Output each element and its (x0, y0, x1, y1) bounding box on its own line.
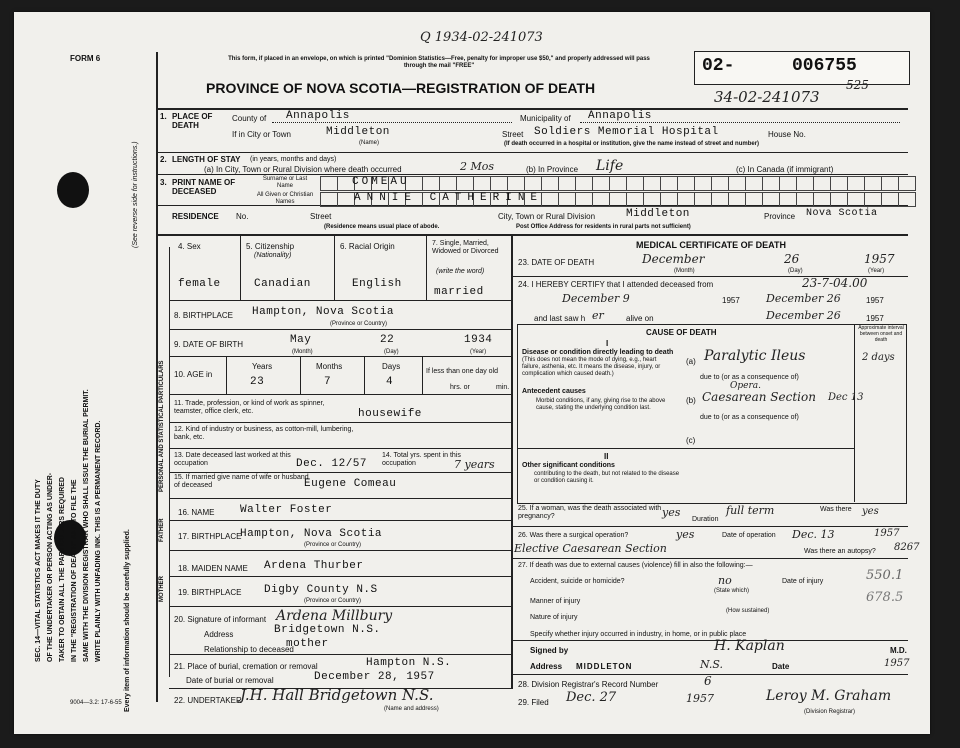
last-worked-value: Dec. 12/57 (296, 458, 368, 470)
surname-label: Surname or Last Name (262, 176, 308, 189)
stay-sub: (in years, months and days) (250, 156, 337, 163)
mother-birthplace-value: Digby County N.S (264, 584, 378, 596)
dob-month-cap: (Month) (292, 349, 313, 355)
physician-address-value: MIDDLETON (576, 662, 633, 671)
was-there-value: yes (862, 506, 879, 517)
hand-nums-2: 678.5 (866, 590, 904, 605)
last-saw-h: er (592, 309, 604, 322)
cause-b-tag: (b) (686, 396, 696, 405)
division-record-value: 6 (704, 674, 712, 688)
interval-b-value: Dec 13 (828, 392, 864, 403)
age-rule-1 (226, 356, 227, 394)
date-of-death-label: 23. DATE OF DEATH (518, 258, 595, 267)
physician-signature: H. Kaplan (714, 638, 785, 654)
rule-15 (169, 498, 511, 499)
father-name-value: Walter Foster (240, 504, 333, 516)
direct-sub: (This does not mean the mode of dying, e.g., heart failure, asthenia, etc. It means the disease, injury, or complication which caused death.) (522, 357, 661, 377)
rule-18 (169, 576, 511, 577)
father-birthplace-value: Hampton, Nova Scotia (240, 528, 383, 540)
registration-number: 006755 (792, 56, 857, 76)
racial-value: English (352, 278, 402, 290)
md-label: M.D. (890, 646, 907, 655)
physician-address-2: N.S. (700, 658, 724, 671)
rule-after-residence (156, 234, 908, 236)
pregnancy-label: 25. If a woman, was the death associated with pregnancy? (518, 505, 662, 520)
antecedent-label: Antecedent causes (522, 388, 586, 395)
undertaker-label: 22. UNDERTAKER (174, 696, 242, 705)
margin-instructions-6: WRITE PLAINLY WITH UNFADING INK. THIS IS A PERMANENT RECORD. (95, 420, 102, 662)
hospital-note: (If death occurred in a hospital or institution, give the name instead of street and number) (504, 141, 760, 147)
birthplace-label: 8. BIRTHPLACE (174, 311, 233, 320)
state-which: (State which) (714, 588, 750, 594)
dob-month: May (290, 334, 312, 346)
due-to-1: due to (or as a consequence of) (700, 374, 799, 381)
direct-label: Disease or condition directly leading to death (522, 349, 674, 356)
part-2-label: II (604, 452, 609, 461)
physician-date-value: 1957 (884, 658, 910, 669)
dob-label: 9. DATE OF BIRTH (174, 340, 244, 349)
accident-label: Accident, suicide or homicide? (530, 578, 625, 585)
sex-value: female (178, 278, 221, 290)
margin-instructions-2: OF THE UNDERTAKER OR PERSON ACTING AS UNDER- (47, 472, 54, 662)
op-name-value: Elective Caesarean Section (514, 542, 667, 555)
stay-c-label: (c) In Canada (if immigrant) (736, 165, 834, 174)
marital-label: 7. Single, Married, Widowed or Divorced (432, 240, 499, 255)
dob-day: 22 (380, 334, 395, 346)
father-birthplace-label: 17. BIRTHPLACE (178, 532, 242, 541)
surgery-label: 26. Was there a surgical operation? (518, 532, 629, 539)
rule-26 (511, 558, 908, 559)
nature-label: Nature of injury (530, 614, 578, 621)
col-rule-2 (334, 234, 335, 300)
physician-address-label: Address (530, 662, 563, 671)
op-year-value: 1957 (874, 528, 900, 539)
cause-a-tag: (a) (686, 357, 696, 366)
residence-no-label: No. (236, 212, 249, 221)
date-of-death-year: 1957 (864, 252, 895, 266)
age-label: 10. AGE in (174, 370, 213, 379)
certify-to: December 26 (766, 292, 841, 305)
mail-notice: This form, if placed in an envelope, on which is printed "Dominion Statistics—Free, penalty for improper use $50," and properly addressed will pass through the mail "FREE" (228, 56, 650, 69)
age-months: 7 (324, 376, 332, 388)
burial-date-label: Date of burial or removal (186, 676, 274, 685)
cause-c-tag: (c) (686, 436, 696, 445)
birthplace-value: Hampton, Nova Scotia (252, 306, 395, 318)
rule-13 (169, 472, 511, 473)
other-label: Other significant conditions (522, 462, 615, 469)
burial-date-value: December 28, 1957 (314, 671, 435, 683)
registration-prefix: 02- (702, 56, 735, 76)
years-label: Years (252, 362, 273, 371)
father-section-label: FATHER (159, 518, 165, 542)
hand-side-number: 8267 (894, 542, 920, 553)
spouse-label: 15. If married give name of wife or husband of deceased (174, 474, 309, 489)
industry-label: 12. Kind of industry or business, as cotton-mill, lumbering, bank, etc. (174, 426, 354, 441)
residence-note-1: (Residence means usual place of abode. (324, 224, 440, 230)
punch-hole-top (57, 172, 89, 208)
filed-value: Dec. 27 (566, 690, 617, 705)
mother-birthplace-sub: (Province or Country) (304, 598, 362, 604)
certify-year-1: 1957 (722, 296, 740, 305)
stay-number: 2. (160, 155, 167, 164)
county-value: Annapolis (286, 110, 350, 122)
margin-instructions-4: IN THE "REGISTRATION OF DEATH" AND TO FILE THE (71, 479, 78, 662)
alive-date: December 26 (766, 309, 841, 322)
min-label: min. (496, 384, 510, 391)
injury-date-label: Date of injury (782, 578, 824, 585)
medical-title: MEDICAL CERTIFICATE OF DEATH (636, 240, 786, 250)
sex-label: 4. Sex (178, 242, 201, 251)
place-number: 1. (160, 112, 167, 121)
specify-label: Specify whether injury occurred in industry, in home, or in public place (530, 631, 747, 638)
municipality-label: Municipality of (520, 114, 571, 123)
cause-a-value: Paralytic Ileus (704, 348, 806, 364)
personal-particulars-label: PERSONAL AND STATISTICAL PARTICULARS (159, 360, 165, 492)
street-value: Soldiers Memorial Hospital (534, 126, 719, 138)
residence-city-value: Middleton (626, 208, 690, 220)
rule-20 (169, 654, 511, 655)
rule-10 (169, 394, 511, 395)
municipality-value: Annapolis (588, 110, 652, 122)
alive-label: alive on (626, 314, 654, 323)
op-date-label: Date of operation (722, 532, 776, 539)
city-label: If in City or Town (232, 130, 291, 139)
trade-label: 11. Trade, profession, or kind of work as spinner, teamster, office clerk, etc. (174, 400, 325, 415)
name-label: PRINT NAME OF DECEASED (172, 178, 236, 196)
age-days: 4 (386, 376, 394, 388)
cause-b-value: Caesarean Section (702, 390, 816, 404)
citizenship-sub: (Nationality) (254, 252, 292, 259)
registrar-signature: Leroy M. Graham (766, 688, 892, 704)
stay-b-label: (b) In Province (526, 165, 579, 174)
margin-instructions-5: SAME WITH THE DIVISION REGISTRAR WHO SHALL ISSUE THE BURIAL PERMIT. (83, 389, 90, 662)
county-underline (272, 122, 512, 123)
margin-instructions-3: TAKER TO OBTAIN ALL THE PARTICULARS REQUIRED (59, 477, 66, 662)
margin-instructions-1: SEC. 14—VITAL STATISTICS ACT MAKES IT THE DUTY (35, 479, 42, 662)
interval-header: Approximate interval between onset and death (858, 325, 904, 343)
county-label: County of (232, 114, 267, 123)
rule-after-place (156, 152, 908, 153)
informant-signature: Ardena Millbury (276, 608, 393, 624)
dob-year-cap: (Year) (470, 349, 487, 355)
age-rule-4 (422, 356, 423, 394)
was-there-label: Was there (820, 506, 852, 513)
autopsy-label: Was there an autopsy? (804, 548, 876, 555)
section-rule (169, 247, 170, 677)
house-label: House No. (768, 130, 806, 139)
given-value: ANNIE CATHERINE (354, 192, 544, 204)
death-year-cap: (Year) (868, 268, 885, 274)
op-date-value: Dec. 13 (792, 528, 835, 541)
months-label: Months (316, 362, 343, 371)
rule-25 (511, 526, 908, 527)
footer-code: 9004—3.2: 17-6-55 (70, 700, 122, 706)
hand-nums-1: 550.1 (866, 568, 904, 583)
how-sustained: (How sustained) (726, 608, 770, 614)
mother-section-label: MOTHER (159, 576, 165, 602)
street-label: Street (502, 130, 524, 139)
hand-code: 23-7-04.00 (802, 276, 868, 290)
age-rule-2 (300, 356, 301, 394)
death-day-cap: (Day) (788, 268, 803, 274)
rule-27 (511, 640, 908, 641)
filed-year: 1957 (686, 692, 714, 705)
birthplace-sub: (Province or Country) (330, 321, 388, 327)
relationship-value: mother (286, 638, 329, 650)
hrs-label: hrs. or (450, 384, 470, 391)
last-saw-label: and last saw h (534, 314, 586, 323)
surgery-value: yes (676, 528, 695, 541)
stamp-top-number: Q 1934-02-241073 (420, 30, 543, 45)
stay-b-value: Life (596, 158, 624, 174)
antecedent-sub: Morbid conditions, if any, giving rise to the above cause, stating the underlying condition last. (536, 398, 666, 411)
place-label: PLACE OF DEATH (172, 112, 213, 130)
total-years-value: 7 years (454, 458, 495, 471)
rule-11 (169, 422, 511, 423)
residence-city-label: City, Town or Rural Division (498, 212, 596, 221)
middle-divider (511, 234, 513, 689)
municipality-underline (580, 122, 900, 123)
pregnancy-value: yes (662, 506, 681, 519)
marital-value: married (434, 286, 484, 298)
accident-value: no (718, 574, 732, 587)
residence-note-2: Post Office Address for residents in rural parts not sufficient) (516, 224, 691, 230)
form-number: FORM 6 (70, 54, 101, 63)
date-of-death-day: 26 (784, 252, 800, 266)
age-years: 23 (250, 376, 265, 388)
interval-a-value: 2 days (862, 352, 895, 363)
residence-province-label: Province (764, 212, 796, 221)
rule-8 (169, 329, 511, 330)
marital-sub: (write the word) (436, 268, 485, 275)
manner-label: Manner of injury (530, 598, 581, 605)
rule-16 (169, 520, 511, 521)
date-of-death-month: December (642, 252, 705, 266)
total-years-label: 14. Total yrs. spent in this occupation (382, 452, 461, 467)
citizenship-label: 5. Citizenship (246, 242, 295, 251)
father-name-label: 16. NAME (178, 508, 215, 517)
rule-17 (169, 550, 511, 551)
rule-19 (169, 606, 511, 607)
external-label: 27. If death was due to external causes (violence) fill in also the following:— (518, 562, 753, 569)
dob-year: 1934 (464, 334, 493, 346)
residence-label: RESIDENCE (172, 212, 219, 221)
death-registration-form (14, 12, 930, 734)
informant-address-label: Address (204, 630, 234, 639)
handwritten-number-1: 525 (846, 78, 869, 92)
days-label: Days (382, 362, 401, 371)
duration-value: full term (726, 504, 775, 517)
certify-label: 24. I HEREBY CERTIFY that I attended deceased from (518, 280, 714, 289)
mother-name-label: 18. MAIDEN NAME (178, 564, 248, 573)
handwritten-number-2: 34-02-241073 (714, 88, 820, 106)
spouse-value: Eugene Comeau (304, 478, 397, 490)
citizenship-value: Canadian (254, 278, 311, 290)
trade-value: housewife (358, 408, 422, 420)
undertaker-sub: (Name and address) (384, 706, 439, 712)
stay-a-label: (a) In City, Town or Rural Division where death occurred (204, 165, 402, 174)
certify-from: December 9 (562, 292, 630, 305)
physician-date-label: Date (772, 662, 790, 671)
filed-label: 29. Filed (518, 698, 549, 707)
mother-name-value: Ardena Thurber (264, 560, 364, 572)
age-rule-3 (364, 356, 365, 394)
alive-year: 1957 (866, 314, 884, 323)
given-label: All Given or Christian Names (256, 192, 314, 205)
cause-part-divider (517, 448, 855, 449)
less-than-day: If less than one day old (426, 368, 498, 375)
informant-address-value: Bridgetown N.S. (274, 624, 381, 636)
other-sub: contributing to the death, but not related to the disease or condition causing it. (534, 471, 680, 484)
relationship-label: Relationship to deceased (204, 645, 294, 654)
rule-after-stay (156, 174, 908, 175)
col-rule-1 (240, 234, 241, 300)
rule-12 (169, 448, 511, 449)
stay-a-value: 2 Mos (460, 160, 495, 173)
rule-4 (169, 300, 511, 301)
left-rule (156, 52, 158, 702)
undertaker-signature: J.H. Hall Bridgetown N.S. (240, 686, 434, 704)
father-birthplace-sub: (Province or Country) (304, 542, 362, 548)
margin-instructions-7: (See reverse side for instructions.) (132, 141, 139, 248)
stay-label: LENGTH OF STAY (172, 155, 241, 164)
burial-place-value: Hampton N.S. (366, 657, 452, 669)
residence-street-label: Street (310, 212, 332, 221)
cause-title: CAUSE OF DEATH (646, 328, 717, 337)
burial-place-label: 21. Place of burial, cremation or removal (174, 662, 318, 671)
last-worked-label: 13. Date deceased last worked at this occupation (174, 452, 291, 467)
cause-interval-rule (854, 324, 855, 502)
dob-day-cap: (Day) (384, 349, 399, 355)
name-number: 3. (160, 178, 167, 187)
margin-instructions-8: Every item of information should be carefully supplied. (124, 529, 131, 712)
death-month-cap: (Month) (674, 268, 695, 274)
certify-year-2: 1957 (866, 296, 884, 305)
col-rule-3 (426, 234, 427, 300)
signed-label: Signed by (530, 646, 569, 655)
mother-birthplace-label: 19. BIRTHPLACE (178, 588, 242, 597)
racial-label: 6. Racial Origin (340, 242, 395, 251)
rule-9 (169, 356, 511, 357)
cause-b-note: Opera. (730, 381, 761, 391)
city-value: Middleton (326, 126, 390, 138)
informant-label: 20. Signature of informant (174, 615, 267, 624)
top-rule (156, 108, 908, 110)
registrar-sub: (Division Registrar) (804, 709, 856, 715)
due-to-2: due to (or as a consequence of) (700, 414, 799, 421)
city-caption: (Name) (359, 140, 380, 146)
form-title: PROVINCE OF NOVA SCOTIA—REGISTRATION OF DEATH (206, 80, 596, 96)
surname-value: COMEAU (352, 176, 410, 188)
part-1-label: I (606, 339, 609, 348)
residence-province-value: Nova Scotia (806, 208, 878, 219)
duration-label: Duration (692, 516, 719, 523)
division-record-label: 28. Division Registrar's Record Number (518, 680, 659, 689)
